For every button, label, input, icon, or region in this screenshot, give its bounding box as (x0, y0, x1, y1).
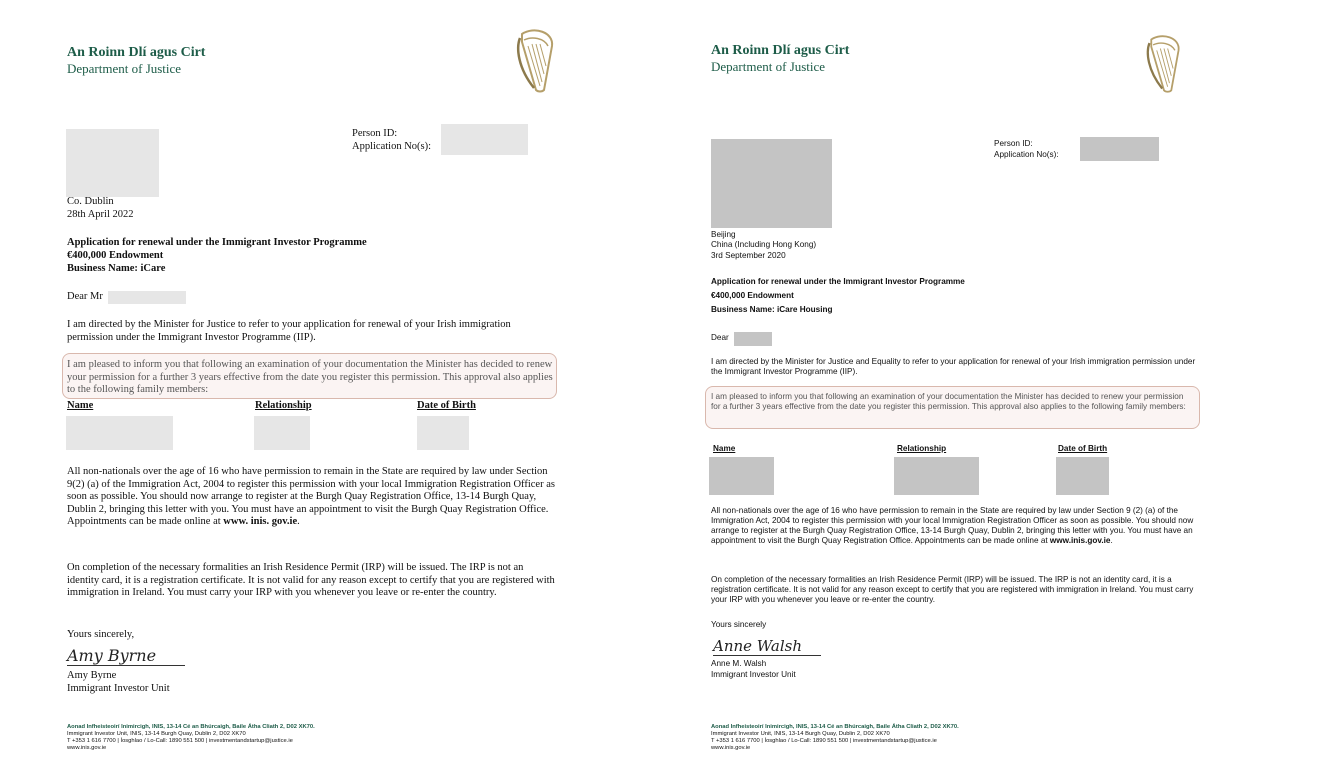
family-dob-redaction (1056, 457, 1109, 495)
paragraph-approval: I am pleased to inform you that following an examination of your documentation the Minister has decided to renew your permission for a further 3 years effective from the date you register this permission. This approval also applies to the following family members: (67, 359, 553, 395)
paragraph-registration: All non-nationals over the age of 16 who have permission to remain in the State are required by law under Section 9 (2) (a) of the Immigration Act, 2004 to register this permission with your local Immigration Registration Officer as soon as possible. You should now arrange to register at the Burgh Quay Registration Office, 13-14 Burgh Quay, Dublin 2, bringing this letter with you. You must have an appointment to visit the Burgh Quay Registration Office. Appointments can be made online at www.inis.gov.ie. (711, 506, 1194, 545)
paragraph-intro: I am directed by the Minister for Justice and Equality to refer to your application for renewal of your Irish immigration permission under the Immigrant Investor Programme (IIP). (711, 357, 1196, 376)
col-relationship-header: Relationship (897, 444, 947, 453)
closing: Yours sincerely, (67, 629, 135, 640)
subject-line: Application for renewal under the Immigrant Investor Programme (711, 277, 965, 286)
handwritten-signature: Anne Walsh (713, 637, 821, 656)
salutation: Dear (711, 333, 729, 342)
footer (711, 724, 959, 752)
closing: Yours sincerely (711, 620, 767, 629)
paragraph-irp: On completion of the necessary formalities an Irish Residence Permit (IRP) will be issued. The IRP is not an identity card, it is a registration certificate. It is not valid for any reason except to certify that you are registered with immigration in Ireland. You must carry your IRP with you whenever you leave or re-enter the country. (67, 562, 555, 598)
address-city: Beijing (711, 230, 736, 239)
family-name-redaction (66, 416, 173, 450)
family-relationship-redaction (894, 457, 979, 495)
person-id-label: Person ID: (352, 128, 398, 139)
footer-website: www.inis.gov.ie (711, 745, 751, 751)
col-relationship-header: Relationship (255, 400, 312, 411)
footer-irish-address: Aonad Infheisteoirí Inimircigh, INIS, 13-14 Cé an Bhúrcaigh, Baile Átha Cliath 2, D02 XK70. (67, 724, 315, 730)
registration-text: All non-nationals over the age of 16 who have permission to remain in the State are required by law under Section 9 (2) (a) of the Immigration Act, 2004 to register this permission with your local Immigration Registration Officer as soon as possible. You should now arrange to register at the Burgh Quay Registration Office, 13-14 Burgh Quay, Dublin 2, bringing this letter with you. You must have an appointment to visit the Burgh Quay Registration Office. Appointments can be made online at (711, 506, 1194, 545)
col-dob-header: Date of Birth (1058, 444, 1108, 453)
registration-text: All non-nationals over the age of 16 who have permission to remain in the State are required by law under Section 9(2) (a) of the Immigration Act, 2004 to register this permission with your local Immigration Registration Officer as soon as possible. You should now arrange to register at the Burgh Quay Registration Office, 13-14 Burgh Quay, Dublin 2, bringing this letter with you. You must have an appointment to visit the Burgh Quay Registration Office. Appointments can be made online at (67, 466, 555, 527)
footer-english-address: Immigrant Investor Unit, INIS, 13-14 Burgh Quay, Dublin 2, D02 XK70 (67, 731, 246, 737)
footer-contact: T +353 1 616 7700 | Íosghlao / Lo-Call: 1890 551 500 | investmentandstartup@justice.ie (711, 738, 937, 744)
col-name-header: Name (713, 444, 736, 453)
name-redaction (108, 291, 186, 304)
family-dob-redaction (417, 416, 469, 450)
id-redaction (441, 124, 528, 155)
signer-unit: Immigrant Investor Unit (711, 670, 796, 679)
letter-date: 28th April 2022 (67, 209, 134, 220)
dept-irish-name: An Roinn Dlí agus Cirt (67, 45, 206, 60)
paragraph-irp: On completion of the necessary formalities an Irish Residence Permit (IRP) will be issued. The IRP is not an identity card, it is a registration certificate. It is not valid for any reason except to certify that you are registered with immigration in Ireland. You must carry your IRP with you whenever you leave or re-enter the country. (711, 575, 1194, 604)
person-id-label: Person ID: (994, 139, 1033, 148)
col-dob-header: Date of Birth (417, 400, 476, 411)
paragraph-approval: I am pleased to inform you that following an examination of your documentation the Minister has decided to renew your permission for a further 3 years effective from the date you register this permission. This approval also applies to the following family members: (711, 392, 1186, 411)
harp-emblem-icon (1144, 32, 1184, 96)
paragraph-intro: I am directed by the Minister for Justice to refer to your application for renewal of your Irish immigration permission under the Immigrant Investor Programme (IIP). (67, 319, 511, 343)
family-relationship-redaction (254, 416, 310, 450)
footer-english-address: Immigrant Investor Unit, INIS, 13-14 Burgh Quay, Dublin 2, D02 XK70 (711, 731, 890, 737)
letter-date: 3rd September 2020 (711, 251, 786, 260)
letter-left (0, 0, 660, 780)
salutation: Dear Mr (67, 291, 103, 302)
handwritten-signature: Amy Byrne (67, 646, 185, 666)
inis-link[interactable]: www.inis.gov.ie (1049, 536, 1111, 545)
col-name-header: Name (67, 400, 94, 411)
inis-link[interactable]: www. inis. gov.ie (223, 516, 298, 527)
footer (67, 724, 315, 752)
address-line: Co. Dublin (67, 196, 114, 207)
application-label: Application No(s): (352, 141, 432, 152)
id-redaction (1080, 137, 1159, 161)
address-redaction (711, 139, 832, 228)
paragraph-registration: All non-nationals over the age of 16 who have permission to remain in the State are required by law under Section 9(2) (a) of the Immigration Act, 2004 to register this permission with your local Immigration Registration Officer as soon as possible. You should now arrange to register at the Burgh Quay Registration Office, 13-14 Burgh Quay, Dublin 2, bringing this letter with you. You must have an appointment to visit the Burgh Quay Registration Office. Appointments can be made online at www. inis. gov.ie. (67, 466, 555, 527)
footer-website: www.inis.gov.ie (67, 745, 107, 751)
dept-irish-name: An Roinn Dlí agus Cirt (711, 43, 850, 58)
letter-right (680, 0, 1339, 780)
address-country: China (Including Hong Kong) (711, 240, 817, 249)
signer-unit: Immigrant Investor Unit (67, 683, 170, 694)
footer-irish-address: Aonad Infheisteoirí Inimircigh, INIS, 13-14 Cé an Bhúrcaigh, Baile Átha Cliath 2, D02 XK70. (711, 724, 959, 730)
footer-contact: T +353 1 616 7700 | Íosghlao / Lo-Call: 1890 551 500 | investmentandstartup@justice.ie (67, 738, 293, 744)
endowment-line: €400,000 Endowment (67, 250, 164, 261)
application-label: Application No(s): (994, 150, 1059, 159)
endowment-line: €400,000 Endowment (711, 291, 794, 300)
subject-line: Application for renewal under the Immigrant Investor Programme (67, 237, 367, 248)
signer-name: Amy Byrne (67, 670, 117, 681)
name-redaction (734, 332, 772, 346)
dept-english-name: Department of Justice (67, 61, 182, 76)
business-name-line: Business Name: iCare (67, 263, 166, 274)
family-name-redaction (709, 457, 774, 495)
address-redaction (66, 129, 159, 197)
business-name-line: Business Name: iCare Housing (711, 305, 833, 314)
signer-name: Anne M. Walsh (711, 659, 767, 668)
dept-english-name: Department of Justice (711, 59, 826, 74)
harp-emblem-icon (514, 28, 558, 94)
